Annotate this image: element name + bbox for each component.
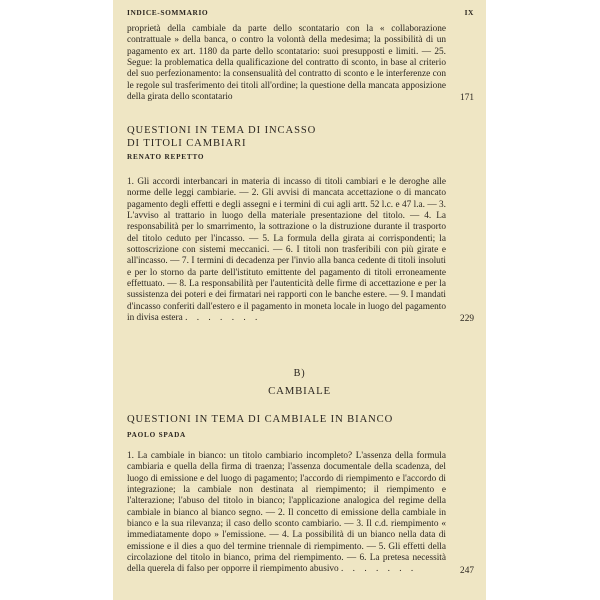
header-title: INDICE-SOMMARIO (127, 8, 209, 17)
leader-dots: . . . . . . . (185, 313, 261, 324)
part-letter: B) (293, 368, 306, 379)
entry-text: 1. Gli accordi interbancari in materia di incasso di titoli cambiari e le deroghe alle norme delle leggi cambiarie. — 2. Gli avvisi di mancata accettazione o di mancato pagamento degli effetti e degli assegni e i termini di cui agli artt. 52 l.c. e 47 l.a. — 3. L'avviso al trattario in luogo della materiale presentazione del titolo. — 4. La responsabilità per lo smarrimento, la sottrazione o la distruzione durante il trasporto del titolo ceduto per l'incasso. — 5. La formula della girata ai corrispondenti; la sottoscrizione con sistemi meccanici. — 6. I titoli non trasferibili con più girate e all'incasso. — 7. I termini di decadenza per l'invio alla banca cedente di titoli insoluti e per lo storno da parte dell'istituto emittente del pagamento di titoli erroneamente effettuato. — 8. La responsabilità per l'autenticità delle firme di accettazione e per la sussistenza dei poteri e dei firmatari nei rapporti con le banche estere. — 9. I mandati d'incasso conferiti dall'estero e il pagamento in moneta locale in luogo del pagamento in divisa estera . . . . . . . (127, 177, 446, 324)
entry-page-number: 247 (460, 565, 474, 576)
toc-entry-incasso (127, 177, 474, 324)
entry-text: 1. La cambiale in bianco: un titolo cambiario incompleto? L'assenza della formula cambiaria e quella della firma di traenza; l'assenza documentale della scadenza, del luogo di emissione e del luogo di pagamento; l'accordo di riempimento e l'accordo di integrazione; la cambiale non destinata al riempimento; il riempimento e l'alterazione; l'abuso del titolo in bianco; l'applicazione analogica del regime della cambiale in bianco al bianco segno. — 2. Il concetto di emissione della cambiale in bianco e la sua rilevanza; il caso dello sconto cambiario. — 3. Il c.d. riempimento « immediatamente dopo » l'emissione. — 4. La possibilità di un bianco nella data di emissione e il dies a quo del termine triennale di riempimento. — 5. Gli effetti della circolazione del titolo in bianco, prima del riempimento. — 6. La pretesa necessità della querela di falso per opporre il riempimento abusivo . . . . . . . (127, 451, 446, 575)
toc-entry-cambiale-in-bianco (127, 451, 474, 576)
header-page-number: IX (464, 8, 474, 17)
entry-text: proprietà della cambiale da parte dello scontatario con la « collaborazione contrattuale » della banca, o contro la volontà della medesima; la possibilità di un pagamento ex art. 1180 da parte dello scontatario: suoi presupposti e limiti. — 25. Segue: la problematica della qualificazione del contratto di sconto, in base al criterio del suo perfezionamento: la consensualità del contratto di sconto e le interferenze con le regole sul trasferimento dei titoli all'ordine; la questione della mancata apposizione della girata dello scontatario (127, 24, 446, 103)
section-heading (127, 414, 474, 439)
entry-page-number: 171 (460, 93, 474, 104)
section-author: RENATO REPETTO (127, 153, 205, 161)
running-header (127, 8, 474, 22)
section-title-line: QUESTIONI IN TEMA DI CAMBIALE IN BIANCO (127, 414, 394, 425)
leader-dots: . . . . . . . (341, 564, 417, 575)
part-title: CAMBIALE (268, 385, 331, 397)
section-title-line: DI TITOLI CAMBIARI (127, 137, 247, 149)
section-heading (127, 125, 474, 161)
entry-page-number: 229 (460, 314, 474, 325)
toc-entry-continued (127, 24, 474, 103)
section-title-line: QUESTIONI IN TEMA DI INCASSO (127, 125, 317, 136)
book-page (113, 0, 486, 600)
section-author: PAOLO SPADA (127, 430, 187, 439)
